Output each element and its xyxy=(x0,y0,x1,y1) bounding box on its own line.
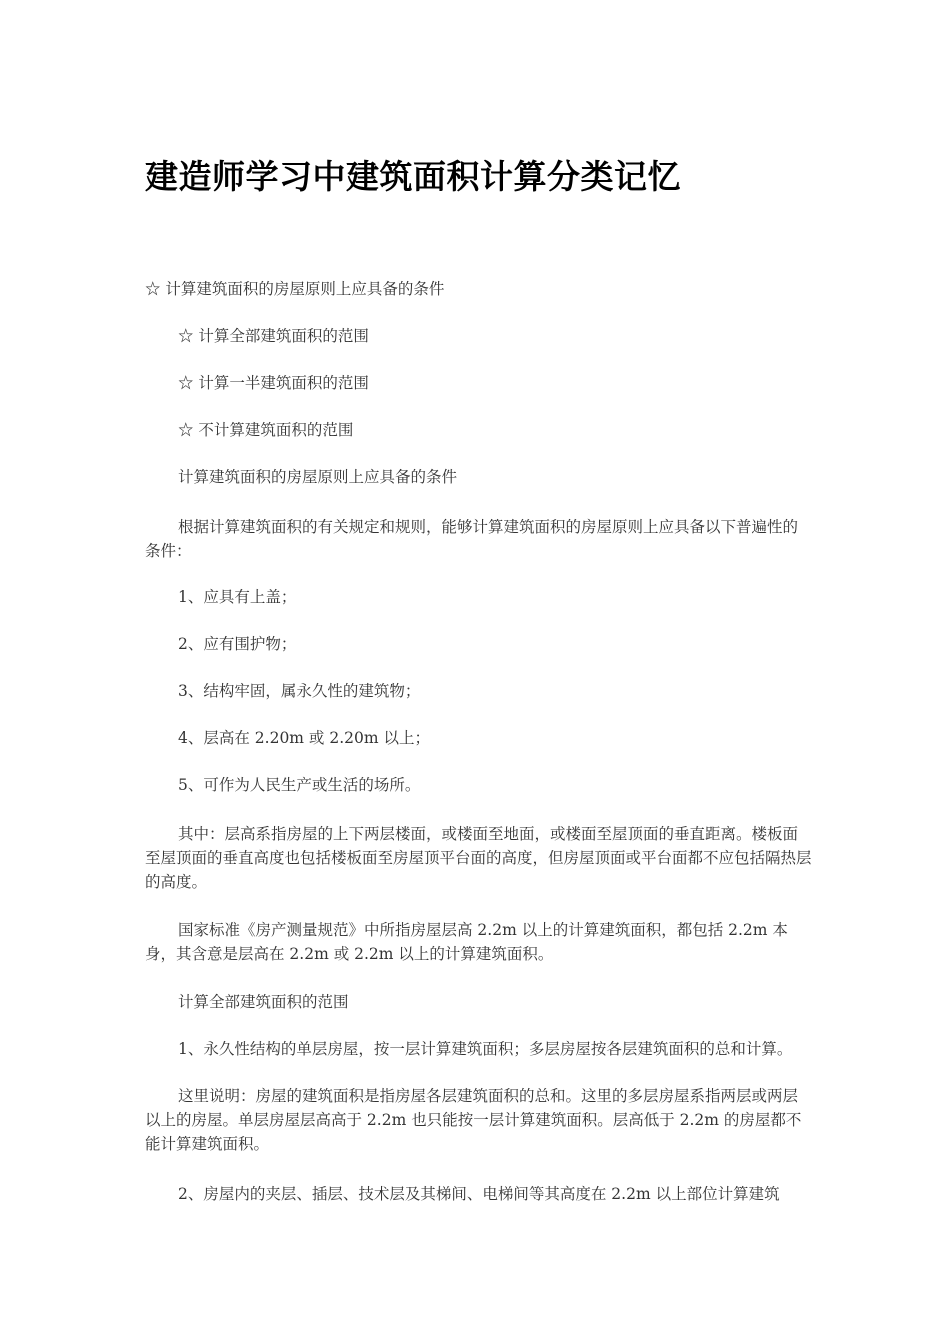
paragraph-conditions-intro: 根据计算建筑面积的有关规定和规则，能够计算建筑面积的房屋原则上应具备以下普遍性的条件： xyxy=(145,518,799,560)
list-item-condition-4: 4、层高在 2.20m 或 2.20m 以上； xyxy=(178,729,430,747)
toc-item-conditions: ☆ 计算建筑面积的房屋原则上应具备的条件 xyxy=(145,280,445,298)
document-title: 建造师学习中建筑面积计算分类记忆 xyxy=(145,157,681,196)
toc-item-no-area: ☆ 不计算建筑面积的范围 xyxy=(178,421,354,439)
section-heading-conditions: 计算建筑面积的房屋原则上应具备的条件 xyxy=(178,468,458,486)
list-item-full-area-2: 2、房屋内的夹层、插层、技术层及其梯间、电梯间等其高度在 2.2m 以上部位计算建筑 xyxy=(178,1185,780,1203)
list-item-condition-3: 3、结构牢固，属永久性的建筑物； xyxy=(178,682,421,700)
paragraph-floor-height-definition: 其中：层高系指房屋的上下两层楼面，或楼面至地面，或楼面至屋顶面的垂直距离。楼板面至屋顶面的垂直高度也包括楼板面至房屋顶平台面的高度，但房屋顶面或平台面都不应包括隔热层的高度。 xyxy=(145,825,812,891)
section-heading-full-area: 计算全部建筑面积的范围 xyxy=(178,993,349,1011)
list-item-full-area-1: 1、永久性结构的单层房屋，按一层计算建筑面积；多层房屋按各层建筑面积的总和计算。 xyxy=(178,1040,793,1058)
toc-item-half-area: ☆ 计算一半建筑面积的范围 xyxy=(178,374,369,392)
list-item-condition-1: 1、应具有上盖； xyxy=(178,588,297,606)
toc-item-full-area: ☆ 计算全部建筑面积的范围 xyxy=(178,327,369,345)
paragraph-explanation: 这里说明：房屋的建筑面积是指房屋各层建筑面积的总和。这里的多层房屋系指两层或两层以上的房屋。单层房屋层高高于 2.2m 也只能按一层计算建筑面积。层高低于 2.2m 的房屋都不能计算建筑面积。 xyxy=(145,1087,802,1153)
list-item-condition-5: 5、可作为人民生产或生活的场所。 xyxy=(178,776,421,794)
list-item-condition-2: 2、应有围护物； xyxy=(178,635,297,653)
paragraph-national-standard: 国家标准《房产测量规范》中所指房屋层高 2.2m 以上的计算建筑面积，都包括 2.2m 本身，其含意是层高在 2.2m 或 2.2m 以上的计算建筑面积。 xyxy=(145,921,788,963)
